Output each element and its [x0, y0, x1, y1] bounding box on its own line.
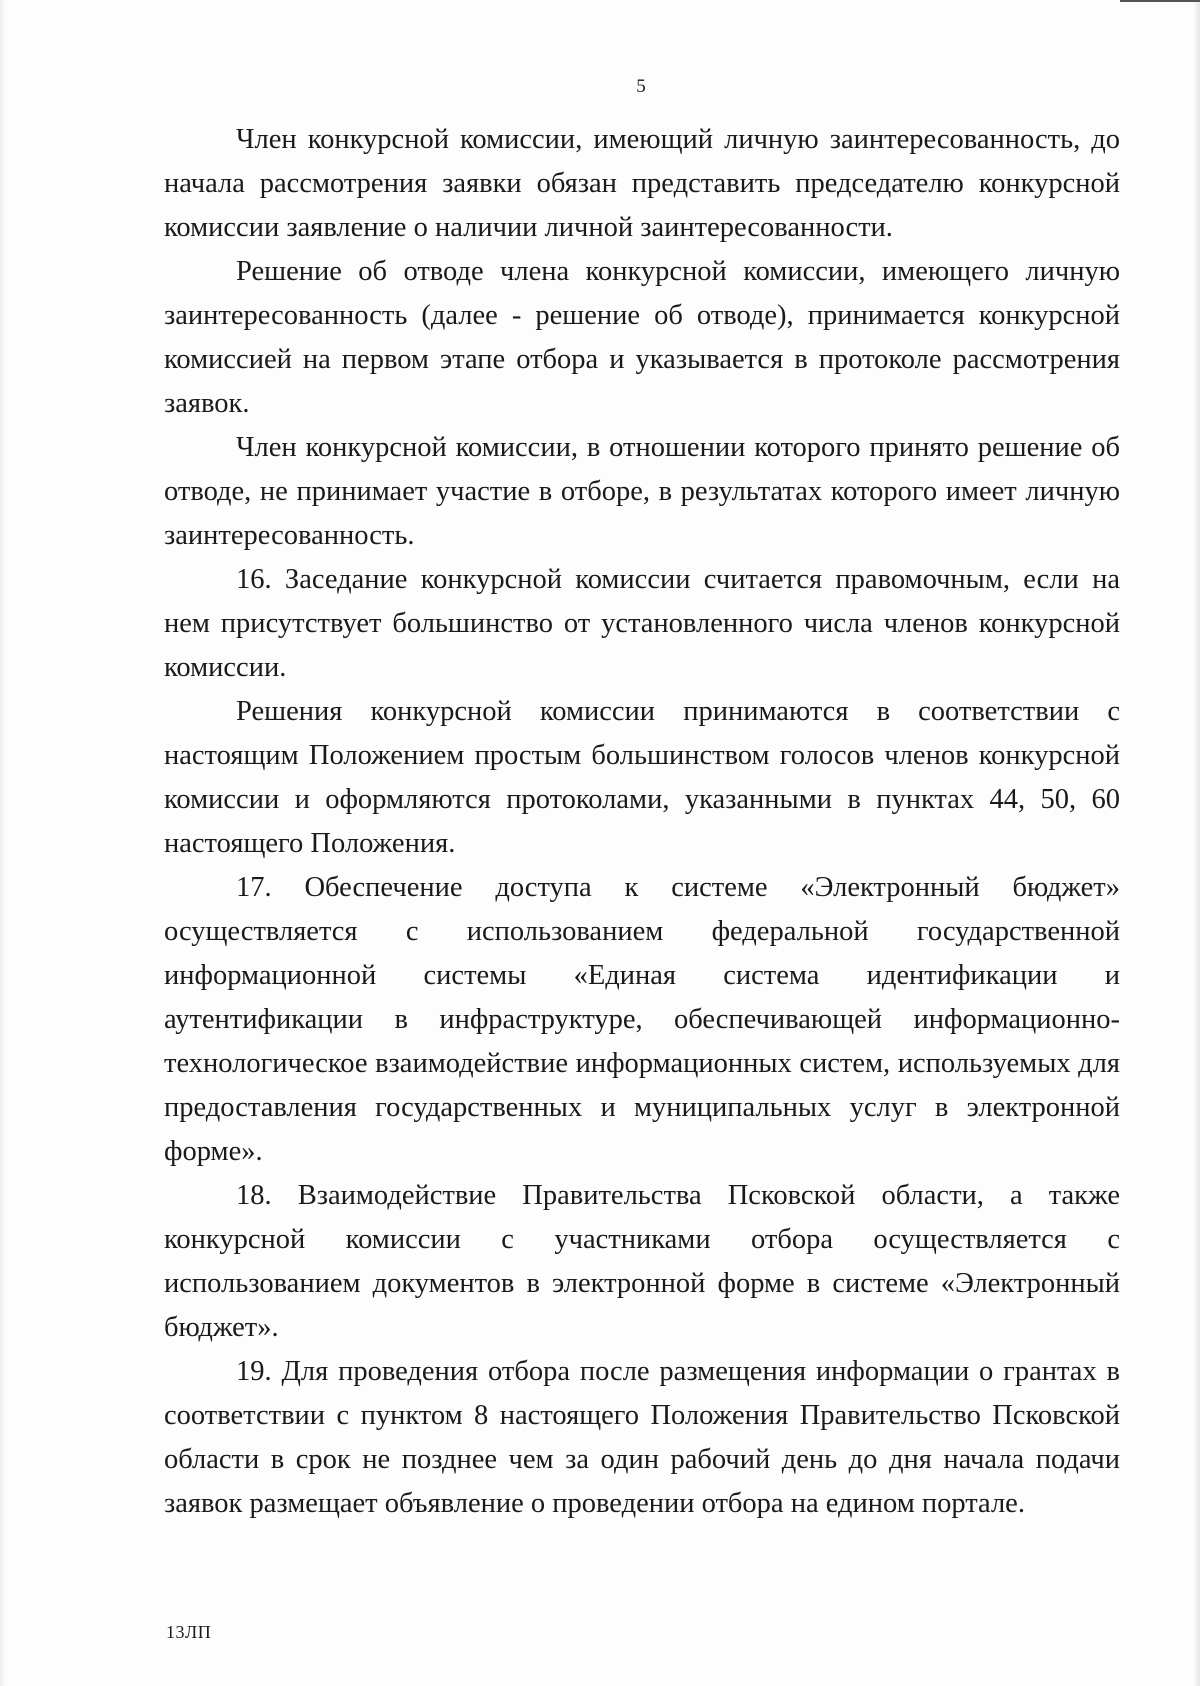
body-text — [164, 118, 1120, 1526]
footer-document-code: 13ЛП — [166, 1622, 212, 1642]
paragraph-recusal-decision: Решение об отводе члена конкурсной комиссии, имеющего личную заинтересованность (далее - решение об отводе), принимается конкурсной комиссией на первом этапе отбора и указывается в протоколе рассмотрения заявок. — [164, 256, 1120, 419]
paragraph-recused-member: Член конкурсной комиссии, в отношении которого принято решение об отводе, не принимает участие в отборе, в результатах которого имеет личную заинтересованность. — [164, 432, 1120, 551]
page-number: 5 — [636, 76, 646, 97]
paragraph-item-18-interaction: 18. Взаимодействие Правительства Псковской области, а также конкурсной комиссии с участниками отбора осуществляется с использованием документов в электронной форме в системе «Электронный бюджет». — [164, 1180, 1120, 1343]
scan-edge-right — [1192, 0, 1200, 1686]
paragraph-item-19-announcement: 19. Для проведения отбора после размещения информации о грантах в соответствии с пунктом 8 настоящего Положения Правительство Псковской области в срок не позднее чем за один рабочий день до дня начала подачи заявок размещает объявление о проведении отбора на едином портале. — [164, 1356, 1120, 1519]
corner-rule — [1120, 0, 1200, 2]
paragraph-item-17-system-access: 17. Обеспечение доступа к системе «Электронный бюджет» осуществляется с использованием федеральной государственной информационной системы «Единая система идентификации и аутентификации в инфраструктуре, обеспечивающей информационно-технологическое взаимодействие информационных систем, используемых для предоставления государственных и муниципальных услуг в электронной форме». — [164, 872, 1120, 1167]
paragraph-conflict-of-interest: Член конкурсной комиссии, имеющий личную заинтересованность, до начала рассмотрения заявки обязан представить председателю конкурсной комиссии заявление о наличии личной заинтересованности. — [164, 124, 1120, 243]
paragraph-item-16-quorum: 16. Заседание конкурсной комиссии считается правомочным, если на нем присутствует большинство от установленного числа членов конкурсной комиссии. — [164, 564, 1120, 683]
paragraph-decisions: Решения конкурсной комиссии принимаются в соответствии с настоящим Положением простым большинством голосов членов конкурсной комиссии и оформляются протоколами, указанными в пунктах 44, 50, 60 настоящего Положения. — [164, 696, 1120, 859]
scan-edge-left — [0, 0, 6, 1686]
